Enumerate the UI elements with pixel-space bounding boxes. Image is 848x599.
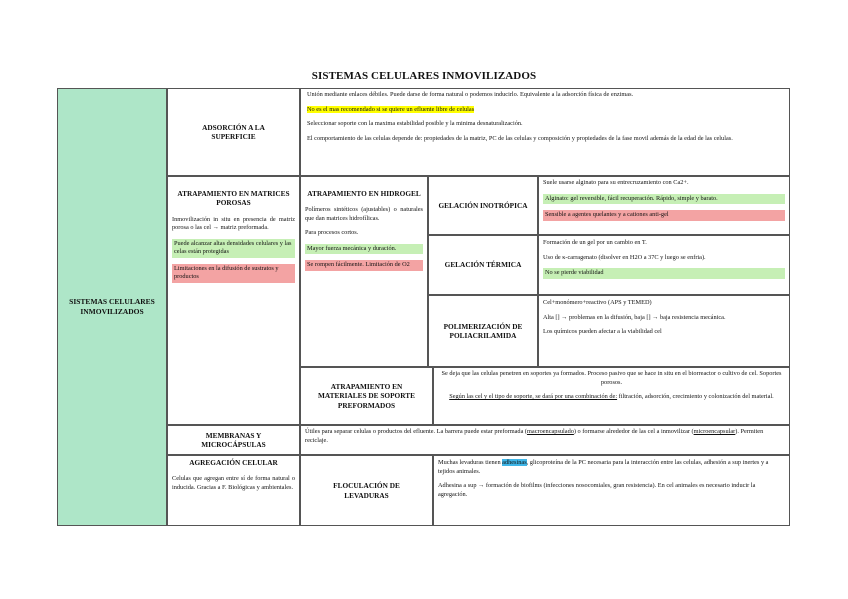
membranas-term-macro: macroencapsulado <box>527 428 574 435</box>
preformados-header-cell <box>300 367 433 425</box>
membranas-text-2: ) o formarse alrededor de las cel a inmovilizar ( <box>573 428 694 435</box>
poliacrilamida-text-1: Cel+monómero+reactivo (APS y TEMED) <box>543 299 652 306</box>
hidrogel-text-1: Polímeros sintéticos (ajustables) o naturales que dan matrices hidrofílicas. <box>305 206 423 222</box>
gelacion-termica-text-2: Uso de κ-carragenato (disolver en H2O a 37C y luego se enfria). <box>543 253 706 261</box>
gelacion-termica-text-1: Formación de un gel por un cambio en T. <box>543 239 647 246</box>
preformados-content-cell <box>433 367 790 425</box>
agregacion-cell <box>167 455 300 526</box>
gelacion-iono-highlight-advantage: Alginato: gel reversible, fácil recuperación. Rápido, simple y barato. <box>543 194 785 205</box>
gelacion-iono-header-cell <box>428 176 538 235</box>
hidrogel-header: ATRAPAMIENTO EN HIDROGEL <box>307 189 421 198</box>
hidrogel-highlight-advantage: Mayor fuerza mecánica y duración. <box>305 244 423 255</box>
adsorcion-text-4: El comportamiento de las celulas depende de: propiedades de la matriz, PC de las celulas y composición y propiedades de la fase movil además de la edad de las celulas. <box>307 134 733 142</box>
poliacrilamida-content-cell <box>538 295 790 367</box>
adsorcion-content-cell <box>300 88 790 176</box>
floculacion-text-1b: , glicoproteína de la PC necesaria para la interacción entre las celulas, adhesión a sup inertes y a tejidos animales. <box>438 459 769 475</box>
gelacion-termica-content-cell <box>538 235 790 295</box>
matrices-cell <box>167 176 300 425</box>
poliacrilamida-header: POLIMERIZACIÓN DE POLIACRILAMIDA <box>443 321 523 340</box>
preformados-text-2: filtración, adsorción, crecimiento y colonización del material. <box>617 393 774 400</box>
gelacion-iono-text-1: Suele usarse alginato para su entrecruzamiento con Ca2+. <box>543 179 689 186</box>
adsorcion-header-cell <box>167 88 300 176</box>
floculacion-content-cell <box>433 455 790 526</box>
adsorcion-header: ADSORCIÓN A LA SUPERFICIE <box>202 122 265 141</box>
preformados-text-2-underlined: Según las cel y el tipo de soporte, se dará por una combinación de: <box>449 393 618 400</box>
preformados-header: ATRAPAMIENTO EN MATERIALES DE SOPORTE PREFORMADOS <box>318 381 415 410</box>
gelacion-termica-highlight-advantage: No se pierde viabilidad <box>543 268 785 279</box>
hidrogel-cell <box>300 176 428 367</box>
membranas-header: MEMBRANAS Y MICROCÁPSULAS <box>201 430 266 449</box>
agregacion-header: AGREGACIÓN CELULAR <box>189 458 278 467</box>
left-category-cell <box>57 88 167 526</box>
adsorcion-text-1: Unión mediante enlaces débiles. Puede darse de forma natural o podemos inducirlo. Equivalente a la adsorción física de enzimas. <box>307 91 634 98</box>
matrices-highlight-advantage: Puede alcanzar altas densidades celulares y las celas están protegidas <box>172 239 295 258</box>
floculacion-highlight-adhesinas: adhesinas <box>502 459 527 466</box>
floculacion-header-cell <box>300 455 433 526</box>
poliacrilamida-header-cell <box>428 295 538 367</box>
floculacion-text-2: Adhesina a sup → formación de biofilms (infecciones nosocomiales, gran resistencia). En cel animales es necesario inducir la agregación. <box>438 482 756 498</box>
hidrogel-text-2: Para procesos cortos. <box>305 229 359 237</box>
page-title: SISTEMAS CELULARES INMOVILIZADOS <box>311 70 537 82</box>
membranas-term-micro: microencapsular <box>693 428 736 435</box>
matrices-text-1: Inmovilización in situ en presencia de matriz porosa o las cel → matriz preformada. <box>172 215 295 232</box>
membranas-text-3: ). Permiten reciclaje. <box>305 428 764 444</box>
gelacion-termica-header: GELACIÓN TÉRMICA <box>444 260 522 270</box>
membranas-text-1: Útiles para separar celulas o productos del efluente. La barrera puede estar preformada ( <box>305 428 528 435</box>
left-category-label: SISTEMAS CELULARES INMOVILIZADOS <box>69 297 155 316</box>
adsorcion-highlight-warning: No es el mas recomendado si se quiere un efluente libre de celulas <box>307 105 475 113</box>
membranas-header-cell <box>167 425 300 455</box>
floculacion-text-1a: Muchas levaduras tienen <box>438 459 503 466</box>
gelacion-iono-header: GELACIÓN INOTRÓPICA <box>438 200 528 210</box>
gelacion-iono-highlight-limitation: Sensible a agentes quelantes y a cationes anti-gel <box>543 210 785 221</box>
matrices-highlight-limitation: Limitaciones en la difusión de sustratos y productos <box>172 264 295 283</box>
adsorcion-text-3: Seleccionar soporte con la maxima estabilidad posible y la minima desnaturalización. <box>307 120 523 127</box>
preformados-text-1: Se deja que las celulas penetren en soportes ya formados. Proceso pasivo que se hace in situ en el biorreactor o cultivo de cel. Soportes porosos. <box>441 370 782 386</box>
membranas-content-cell <box>300 425 790 455</box>
gelacion-termica-header-cell <box>428 235 538 295</box>
agregacion-text-1: Celulas que agregan entre sí de forma natural o inducida. Gracias a F. Biológicas y ambientales. <box>172 475 295 491</box>
floculacion-header: FLOCULACIÓN DE LEVADURAS <box>333 481 400 500</box>
poliacrilamida-text-2: Alta [] → problemas en la difusión, baja [] → baja resistencia mecánica. <box>543 313 726 321</box>
poliacrilamida-text-3: Los químicos pueden afectar a la viabilidad cel <box>543 328 662 335</box>
matrices-header: ATRAPAMIENTO EN MATRICES POROSAS <box>177 189 290 208</box>
hidrogel-highlight-limitation: Se rompen fácilmente. Limitación de O2 <box>305 260 423 271</box>
gelacion-iono-content-cell <box>538 176 790 235</box>
